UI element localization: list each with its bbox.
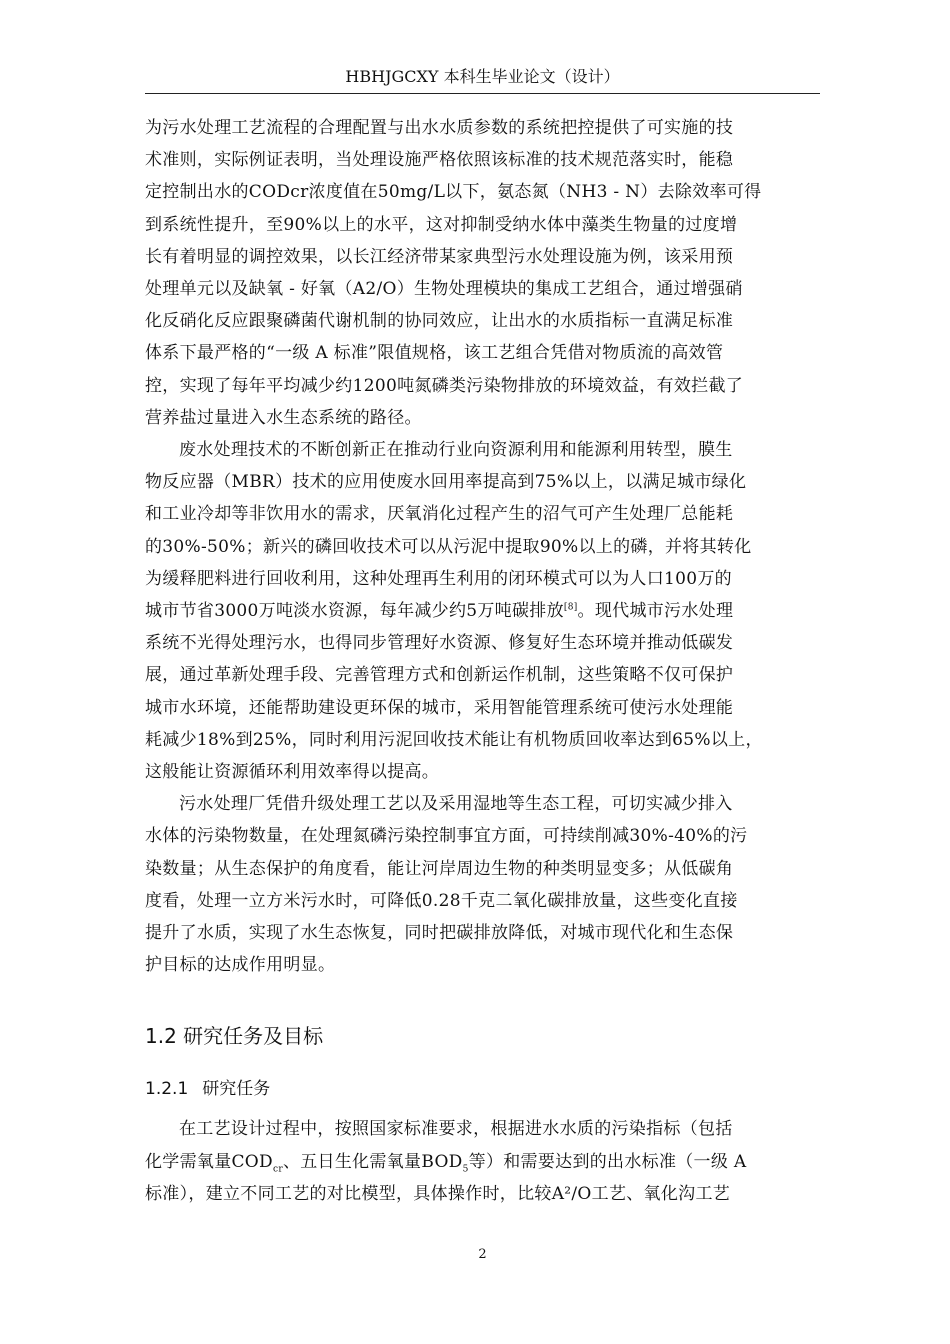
text-segment: 。现代城市污水处理 [577, 601, 734, 622]
paragraph-2 [145, 434, 820, 788]
text-line: 耗减少18%到25%，同时利用污泥回收技术能让有机物质回收率达到65%以上， [145, 729, 763, 750]
text-line: 长有着明显的调控效果，以长江经济带某家典型污水处理设施为例，该采用预 [145, 246, 734, 267]
citation-ref[interactable]: [8] [563, 602, 578, 613]
paragraph-1 [145, 112, 820, 434]
subsection-number: 1.2.1 [145, 1079, 189, 1100]
section-number: 1.2 [145, 1024, 177, 1049]
text-line: 体系下最严格的“一级 A 标准”限值规格，该工艺组合凭借对物质流的高效管 [145, 343, 724, 364]
subscript: cr [272, 1164, 283, 1175]
text-line: 城市水环境，还能帮助建设更环保的城市，采用智能管理系统可使污水处理能 [145, 697, 734, 718]
text-line: 标准），建立不同工艺的对比模型，具体操作时，比较A²/O工艺、氧化沟工艺 [145, 1183, 731, 1204]
paragraph-3 [145, 788, 820, 981]
text-line: 染数量；从生态保护的角度看，能让河岸周边生物的种类明显变多；从低碳角 [145, 858, 734, 879]
text-line: 控，实现了每年平均减少约1200吨氮磷类污染物排放的环境效益，有效拦截了 [145, 375, 744, 396]
text-line: 处理单元以及缺氧 - 好氧（A2/O）生物处理模块的集成工艺组合，通过增强硝 [145, 279, 743, 300]
text-line: 定控制出水的CODcr浓度值在50mg/L以下，氨态氮（NH3 - N）去除效率可得 [145, 182, 762, 203]
text-line [145, 595, 820, 627]
header-rule [145, 93, 820, 94]
page-body [145, 112, 820, 1210]
subsection-heading [145, 1075, 820, 1103]
text-line: 度看，处理一立方米污水时，可降低0.28千克二氧化碳排放量，这些变化直接 [145, 890, 738, 911]
section-heading [145, 1021, 820, 1051]
text-line: 的30%-50%；新兴的磷回收技术可以从污泥中提取90%以上的磷，并将其转化 [145, 536, 752, 557]
text-line: 提升了水质，实现了水生态恢复，同时把碳排放降低，对城市现代化和生态保 [145, 923, 734, 944]
text-segment: 化学需氧量COD [145, 1151, 273, 1172]
section-title: 研究任务及目标 [183, 1024, 324, 1049]
text-line: 化反硝化反应跟聚磷菌代谢机制的协同效应，让出水的水质指标一直满足标准 [145, 311, 734, 332]
text-line: 和工业冷却等非饮用水的需求，厌氧消化过程产生的沼气可产生处理厂总能耗 [145, 504, 734, 525]
text-segment: 、五日生化需氧量BOD [282, 1151, 463, 1172]
text-line: 为缓释肥料进行回收利用，这种处理再生利用的闭环模式可以为人口100万的 [145, 568, 732, 589]
text-line: 水体的污染物数量，在处理氮磷污染控制事宜方面，可持续削减30%-40%的污 [145, 826, 748, 847]
text-line: 营养盐过量进入水生态系统的路径。 [145, 407, 422, 428]
text-line: 这般能让资源循环利用效率得以提高。 [145, 762, 440, 783]
text-segment: 等）和需要达到的出水标准（一级 A [468, 1151, 747, 1172]
text-line: 系统不光得处理污水，也得同步管理好水资源、修复好生态环境并推动低碳发 [145, 633, 734, 654]
subsection-title: 研究任务 [202, 1079, 271, 1100]
text-segment: 城市节省3000万吨淡水资源，每年减少约5万吨碳排放 [145, 601, 564, 622]
paragraph-4 [145, 1113, 820, 1210]
subscript: 5 [462, 1164, 469, 1175]
text-line: 护目标的达成作用明显。 [145, 955, 336, 976]
text-line [145, 1146, 820, 1178]
text-line: 污水处理厂凭借升级处理工艺以及采用湿地等生态工程，可切实减少排入 [179, 794, 733, 815]
text-line: 在工艺设计过程中，按照国家标准要求，根据进水水质的污染指标（包括 [179, 1119, 733, 1140]
text-line: 到系统性提升，至90%以上的水平，这对抑制受纳水体中藻类生物量的过度增 [145, 214, 738, 235]
text-line: 展，通过革新处理手段、完善管理方式和创新运作机制，这些策略不仅可保护 [145, 665, 734, 686]
text-line: 术准则，实际例证表明，当处理设施严格依照该标准的技术规范落实时，能稳 [145, 150, 734, 171]
text-line: 为污水处理工艺流程的合理配置与出水水质参数的系统把控提供了可实施的技 [145, 118, 734, 138]
page-number: 2 [478, 1247, 487, 1262]
text-line: 物反应器（MBR）技术的应用使废水回用率提高到75%以上，以满足城市绿化 [145, 472, 747, 493]
running-header: HBHJGCXY 本科生毕业论文（设计） [345, 67, 620, 86]
text-line: 废水处理技术的不断创新正在推动行业向资源利用和能源利用转型，膜生 [179, 440, 733, 461]
